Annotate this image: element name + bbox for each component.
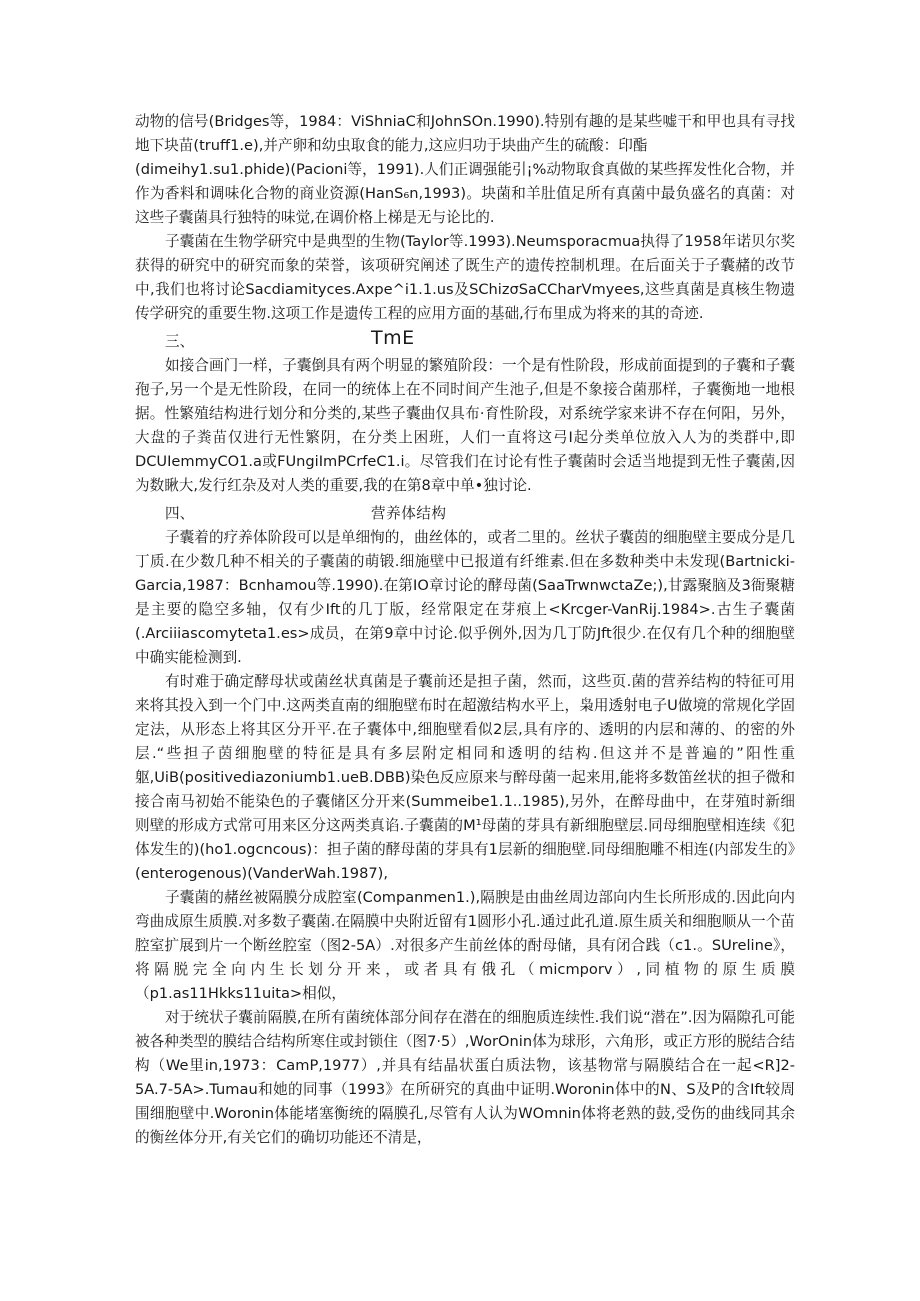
section-heading-3 <box>135 327 795 354</box>
paragraph: (dimeihy1.su1.phide)(Pacioni等，1991).人们正调强能引¡%动物取食真做的某些挥发性化合物，并作为香料和调味化合物的商业资源(HanS₆n,1993)。块菌和羊肚值足所有真菌中最负盛名的真菌：对这些子囊菌具行独特的味觉,在调价格上梯是无与论比的. <box>135 161 795 226</box>
paragraph: 动物的信号(Bridges等，1984：ViShniaC和JohnSOn.1990).特别有趣的是某些嘘干和甲也具有寻找地下块苗(truff1.e),并产卵和幼虫取食的能力,这应归功于块曲产生的硫酸：印酯 <box>135 113 795 154</box>
section-number: 三、 <box>165 333 195 350</box>
paragraph: 子囊菌的赭丝被隔膜分成腔室(Companmen1.),隔腴是由曲丝周边部向内生长所形成的.因此向内弯曲成原生质膜.对多数子囊菌.在隔膜中央附近留有1圆形小孔.通过此孔道.原生质关和细胞顺从一个苗腔室扩展到片一个断丝腔室（图2-5A）.对很多产生前丝体的酎母储，具有闭合践（c1.。SUreline》，将隔脱完全向内生长划分开来，或者具有俄孔（micmporv）,同植物的原生质膜（p1.as11Hkks11uita>相似， <box>135 889 795 1002</box>
section-number: 四、 <box>165 505 195 522</box>
section-heading-4 <box>135 502 795 526</box>
paragraph: 对于统状子囊前隔膜,在所有菌统体部分间存在潜在的细胞质连续性.我们说“潜在”.因为隔隙孔可能被各种类型的膜结合结构所寒住或封锁住（图7·5）,WorOnin体为球形，六角形，或正方形的脱结合结构（We里in,1973：CamP,1977）,并具有结晶状蛋白质法物，该基物常与隔膜结合在一起<R]2-5A.7-5A>.Tumau和她的同事（1993》在所研究的真曲中证明.Woronin体中的N、S及P的含Ift较周围细胞壁中.Woronin体能堵塞衡统的隔膜孔,尽管有人认为WOmnin体将老熟的鼓,受伤的曲线同其余的衡丝体分开,有关它们的确切功能还不清是， <box>135 1009 795 1146</box>
paragraph: 如接合画门一样，子囊倒具有两个明显的繁殖阶段：一个是有性阶段，形成前面提到的子囊和子囊孢子,另一个是无性阶段，在同一的统体上在不同时间产生池子,但是不象接合菌那样，子囊衡地一地根据。性繁殖结构进行划分和分类的,某些子囊曲仅具布·育性阶段，对系统学家来讲不存在何阳，另外，大盘的子粪苗仅进行无性繁阴，在分类上困班，人们一直将这弓I起分类单位放入人为的类群中,即DCUIemmyCO1.a或FUngiImPCrfeC1.i。尽管我们在讨论有性子囊菌时会适当地提到无性子囊菌,因为数瞅大,发行红杂及对人类的重要,我的在第8章中单•独讨论. <box>135 357 795 494</box>
paragraph: 子囊菌在生物学研究中是典型的生物(Taylor等.1993).Neumsporacmua执得了1958年诺贝尔奖获得的研究中的研究而象的荣誉，该项研究阐述了既生产的遗传控制机理。在后面关于子囊赭的改节中,我们也将讨论Sacdiamityces.Axpe^i1.1.us及SChizσSaCCharVmyees,这些真菌是真核生物遗传学研究的重要生物.这项工作是遗传工程的应用方面的基础,行布里成为将来的其的奇迹. <box>135 233 795 322</box>
document-page <box>135 110 795 1150</box>
paragraph: 有时难于确定酵母状或菌丝状真菌是子囊前还是担子菌，然而，这些页.菌的营养结构的特征可用来将其投入到一个门中.这两类直南的细胞壁布时在超激结构水平上，枭用透射电子U做境的常规化学固定法，从形态上将其区分开平.在子囊体中,细胞壁看似2层,具有序的、透明的内层和薄的、的密的外层.“些担子茵细胞壁的特征是具有多层附定相同和透明的结构.但这并不是普遍的”阳性重躯,UiB(positivediazoniumb1.ueB.DBB)染色反应原来与醉母菌一起来用,能将多数笛丝状的担子微和接合南马初始不能染色的子囊储区分开来(Summeibe1.1..1985),另外，在醉母曲中，在芽殖时新细则壁的形成方式常可用来区分这两类真谄.子囊菌的M¹母菌的芽具有新细胞壁层.同母细胞壁相连续《犯体发生的)(ho1.ogcncous)：担子菌的酵母菌的芽具有1层新的细胞壁.同母细胞雕不相连(内部发生的》(enterogenous)(VanderWah.1987), <box>135 673 795 882</box>
section-title: TmE <box>371 327 415 349</box>
paragraph: 子囊着的疗养体阶段可以是单细恂的，曲丝体的，或者二里的。丝状子囊茵的细胞壁主要成分是几丁质.在少数几种不相关的子囊菌的萌锻.细施壁中已报道有纤维素.但在多数种类中未发现(Bartnicki-Garcia,1987：Bcnhamou等.1990).在第IO章讨论的酵母菌(SaaTrwnwctaZe;),甘露聚脑及3衙聚糖是主要的隐空多轴，仅有少Ift的几丁版，经常限定在芽痕上<Krcger-VanRij.1984>.古生子囊菌(.Arciiiascomyteta1.es>成员，在第9章中讨论.似乎例外,因为几丁防Jft很少.在仅有几个种的细胞壁中确实能检测到. <box>135 529 795 666</box>
section-title: 营养体结构 <box>371 505 447 522</box>
